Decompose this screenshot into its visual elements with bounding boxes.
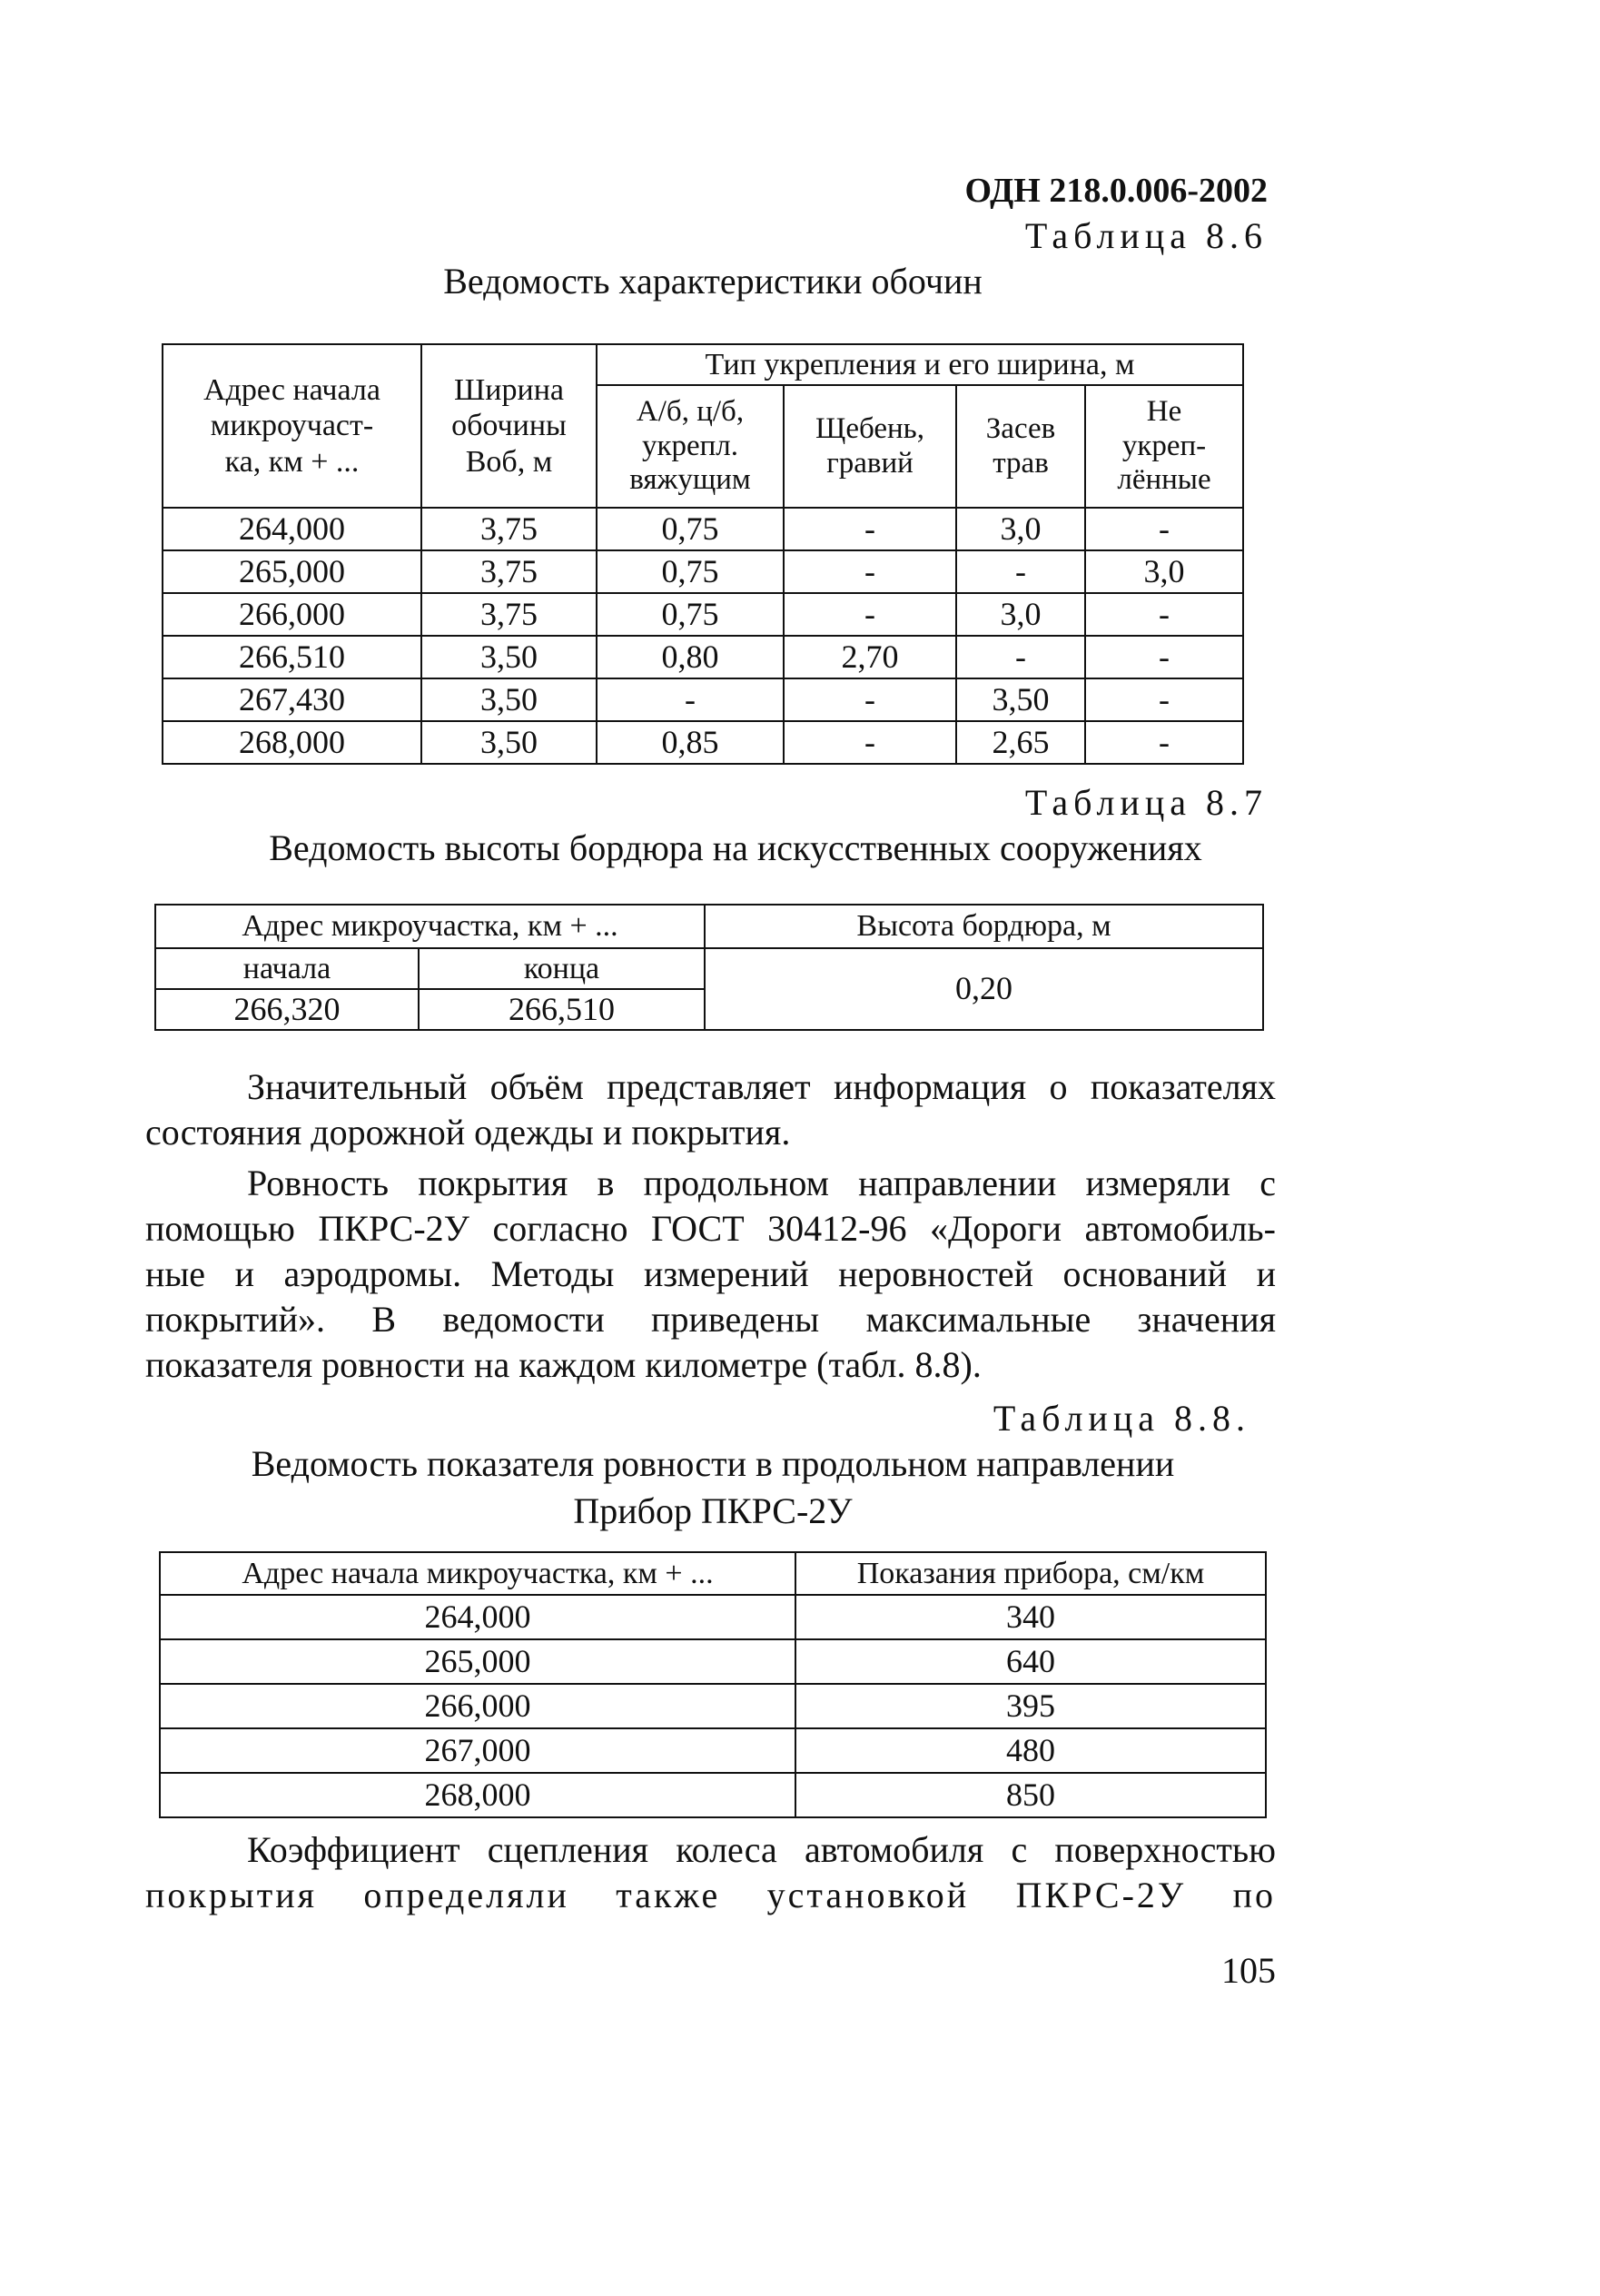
table-8-7-title: Ведомость высоты бордюра на искусственных сооружениях	[269, 827, 1202, 868]
cell-width: 3,50	[421, 678, 597, 721]
paragraph-line: Ровность покрытия в продольном направлении измеряли с	[247, 1163, 1276, 1203]
cell-grass: 3,50	[956, 678, 1085, 721]
table-8-7	[154, 904, 1264, 1031]
cell-height: 0,20	[705, 948, 1263, 1030]
cell-address: 265,000	[160, 1639, 795, 1684]
cell-reading: 850	[795, 1773, 1266, 1817]
cell-none: -	[1085, 636, 1243, 678]
cell-width: 3,75	[421, 593, 597, 636]
header-height: Высота бордюра, м	[705, 905, 1263, 948]
cell-gravel: -	[784, 508, 956, 550]
table-row	[160, 1728, 1266, 1773]
cell-width: 3,50	[421, 636, 597, 678]
cell-grass: 3,0	[956, 593, 1085, 636]
cell-ab: 0,75	[597, 593, 784, 636]
cell-none: 3,0	[1085, 550, 1243, 593]
cell-none: -	[1085, 721, 1243, 764]
table-row	[163, 550, 1243, 593]
header-ab: А/б, ц/б, укрепл. вяжущим	[597, 385, 784, 508]
cell-address: 268,000	[163, 721, 421, 764]
header-end: конца	[419, 948, 705, 989]
table-8-8-subtitle: Прибор ПКРС-2У	[573, 1490, 853, 1531]
cell-address: 267,430	[163, 678, 421, 721]
cell-reading: 640	[795, 1639, 1266, 1684]
paragraph-line: помощью ПКРС-2У согласно ГОСТ 30412-96 «Дороги автомобиль-	[145, 1208, 1276, 1249]
paragraph-line: Коэффициент сцепления колеса автомобиля с поверхностью	[247, 1829, 1276, 1870]
table-8-6-label: Таблица 8.6	[1024, 215, 1268, 256]
document-code: ОДН 218.0.006-2002	[964, 172, 1268, 210]
paragraph-line: состояния дорожной одежды и покрытия.	[145, 1112, 791, 1153]
header-width: Ширина обочины Bоб, м	[421, 344, 597, 508]
table-row	[160, 1684, 1266, 1728]
header-start: начала	[155, 948, 419, 989]
cell-width: 3,75	[421, 508, 597, 550]
header-none: Не укреп- лённые	[1085, 385, 1243, 508]
paragraph-2	[145, 1161, 1276, 1388]
cell-ab: 0,85	[597, 721, 784, 764]
cell-ab: 0,75	[597, 508, 784, 550]
cell-gravel: -	[784, 721, 956, 764]
cell-address: 267,000	[160, 1728, 795, 1773]
cell-grass: 3,0	[956, 508, 1085, 550]
table-row	[163, 721, 1243, 764]
table-row	[163, 678, 1243, 721]
header-gravel: Щебень, гравий	[784, 385, 956, 508]
table-8-8-label: Таблица 8.8.	[993, 1398, 1250, 1439]
table-8-6	[162, 343, 1244, 765]
table-row	[163, 508, 1243, 550]
paragraph-1	[145, 1064, 1276, 1155]
header-address: Адрес начала микроучастка, км + ...	[160, 1552, 795, 1595]
page-number: 105	[1221, 1950, 1276, 1991]
cell-none: -	[1085, 593, 1243, 636]
cell-grass: 2,65	[956, 721, 1085, 764]
paragraph-line: покрытия определяли также установкой ПКРС-2У по	[145, 1875, 1276, 1915]
cell-gravel: -	[784, 678, 956, 721]
cell-grass: -	[956, 550, 1085, 593]
table-row	[160, 1595, 1266, 1639]
paragraph-line: показателя ровности на каждом километре (табл. 8.8).	[145, 1344, 982, 1385]
header-grass: Засев трав	[956, 385, 1085, 508]
cell-address: 266,000	[163, 593, 421, 636]
cell-end: 266,510	[419, 989, 705, 1030]
paragraph-3	[145, 1827, 1276, 1918]
cell-gravel: -	[784, 593, 956, 636]
table-row	[160, 1773, 1266, 1817]
cell-ab: 0,80	[597, 636, 784, 678]
table-8-8	[159, 1551, 1267, 1818]
header-address: Адрес начала микроучаст- ка, км + ...	[163, 344, 421, 508]
cell-start: 266,320	[155, 989, 419, 1030]
cell-width: 3,75	[421, 550, 597, 593]
cell-address: 264,000	[160, 1595, 795, 1639]
cell-address: 268,000	[160, 1773, 795, 1817]
header-type: Тип укрепления и его ширина, м	[597, 344, 1243, 385]
header-address: Адрес микроучастка, км + ...	[155, 905, 705, 948]
cell-gravel: 2,70	[784, 636, 956, 678]
table-8-8-title: Ведомость показателя ровности в продольном направлении	[251, 1443, 1175, 1484]
cell-address: 264,000	[163, 508, 421, 550]
cell-reading: 395	[795, 1684, 1266, 1728]
cell-address: 265,000	[163, 550, 421, 593]
table-8-6-title: Ведомость характеристики обочин	[443, 261, 983, 302]
cell-address: 266,000	[160, 1684, 795, 1728]
header-reading: Показания прибора, см/км	[795, 1552, 1266, 1595]
cell-width: 3,50	[421, 721, 597, 764]
table-row	[160, 1639, 1266, 1684]
cell-gravel: -	[784, 550, 956, 593]
cell-ab: -	[597, 678, 784, 721]
paragraph-line: Значительный объём представляет информация о показателях	[247, 1066, 1276, 1107]
cell-none: -	[1085, 678, 1243, 721]
paragraph-line: покрытий». В ведомости приведены максимальные значения	[145, 1299, 1276, 1340]
cell-reading: 480	[795, 1728, 1266, 1773]
cell-ab: 0,75	[597, 550, 784, 593]
cell-grass: -	[956, 636, 1085, 678]
paragraph-line: ные и аэродромы. Методы измерений неровностей оснований и	[145, 1253, 1276, 1294]
cell-address: 266,510	[163, 636, 421, 678]
table-8-7-label: Таблица 8.7	[1024, 782, 1268, 823]
table-row	[163, 593, 1243, 636]
table-row	[163, 636, 1243, 678]
cell-none: -	[1085, 508, 1243, 550]
cell-reading: 340	[795, 1595, 1266, 1639]
